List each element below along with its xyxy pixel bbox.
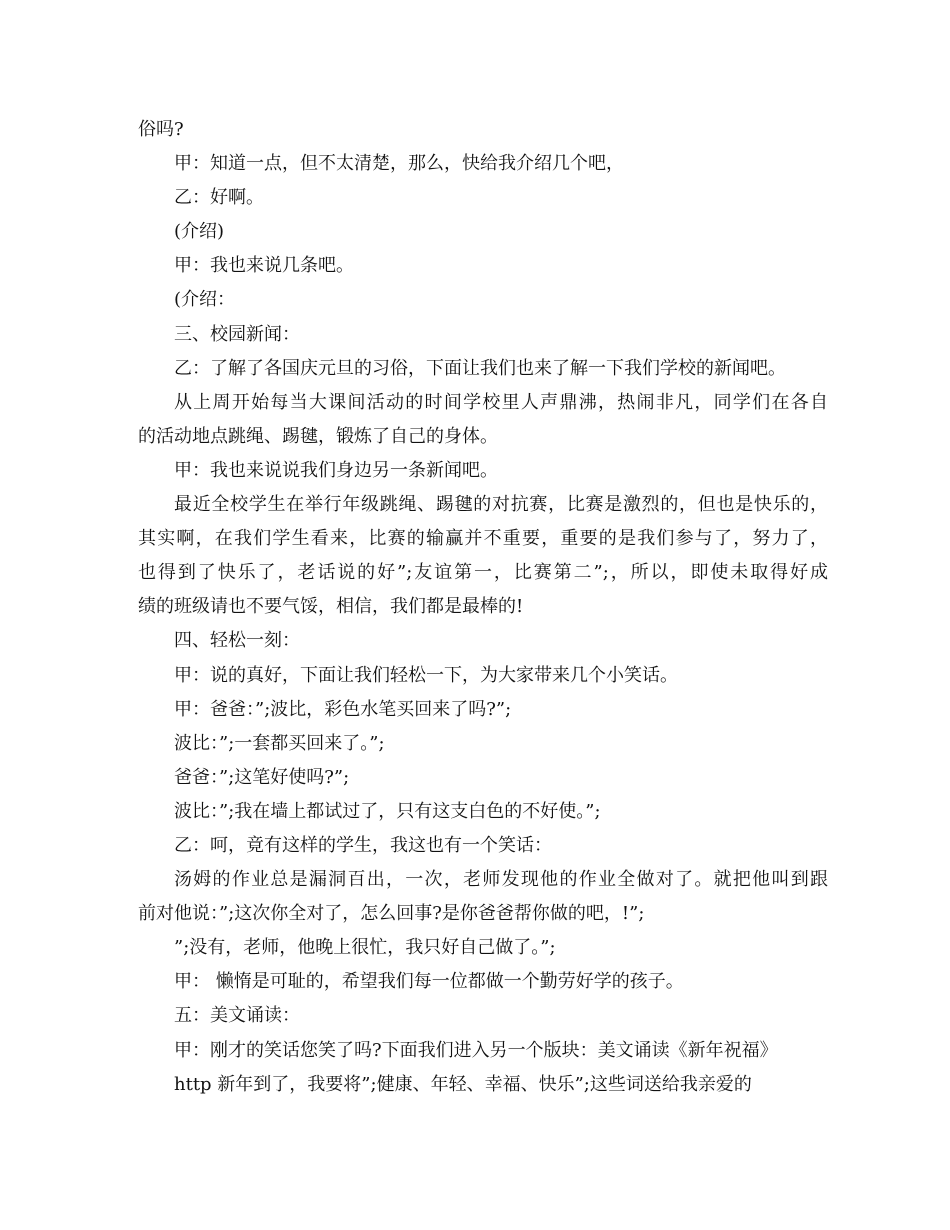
text-line: 从上周开始每当大课间活动的时间学校里人声鼎沸，热闹非凡，同学们在各自 bbox=[174, 391, 828, 413]
text-line: 波比：”;一套都买回来了。”; bbox=[174, 732, 385, 754]
section-heading: 四、轻松一刻： bbox=[174, 630, 300, 652]
text-line: 甲：知道一点，但不太清楚，那么，快给我介绍几个吧， bbox=[174, 153, 624, 175]
text-line: 俗吗? bbox=[138, 119, 184, 140]
section-heading: 五：美文诵读： bbox=[174, 1005, 300, 1027]
text-line: 乙：呵，竟有这样的学生，我这也有一个笑话： bbox=[174, 834, 552, 856]
text-line: 甲：刚才的笑话您笑了吗?下面我们进入另一个版块：美文诵读《新年祝福》 bbox=[174, 1039, 778, 1061]
text-line: 爸爸：”;这笔好使吗?”; bbox=[174, 766, 350, 788]
text-line: 甲：爸爸：”;波比，彩色水笔买回来了吗?”; bbox=[174, 698, 512, 720]
text-line: 甲：我也来说说我们身边另一条新闻吧。 bbox=[174, 459, 498, 481]
text-line: 波比：”;我在墙上都试过了，只有这支白色的不好使。”; bbox=[174, 800, 601, 822]
text-line: 也得到了快乐了，老话说的好”;友谊第一，比赛第二”;，所以，即使未取得好成 bbox=[138, 562, 828, 584]
text-line: 乙：了解了各国庆元旦的习俗，下面让我们也来了解一下我们学校的新闻吧。 bbox=[174, 357, 786, 379]
text-line: 甲： 懒惰是可耻的，希望我们每一位都做一个勤劳好学的孩子。 bbox=[174, 971, 684, 993]
text-line: 乙：好啊。 bbox=[174, 187, 264, 209]
text-line: 甲：我也来说几条吧。 bbox=[174, 255, 354, 277]
section-heading: 三、校园新闻： bbox=[174, 323, 300, 345]
text-line: 汤姆的作业总是漏洞百出，一次，老师发现他的作业全做对了。就把他叫到跟 bbox=[174, 869, 828, 891]
text-line: (介绍) bbox=[174, 221, 225, 243]
text-line: 甲：说的真好，下面让我们轻松一下，为大家带来几个小笑话。 bbox=[174, 664, 678, 686]
text-line: 其实啊，在我们学生看来，比赛的输赢并不重要，重要的是我们参与了，努力了， bbox=[138, 528, 828, 550]
text-line: 的活动地点跳绳、踢毽，锻炼了自己的身体。 bbox=[138, 425, 498, 447]
text-line: 前对他说：”;这次你全对了，怎么回事?是你爸爸帮你做的吧，!”; bbox=[138, 903, 645, 925]
document-body bbox=[138, 113, 828, 1102]
text-line: 最近全校学生在举行年级跳绳、踢毽的对抗赛，比赛是激烈的，但也是快乐的， bbox=[174, 494, 828, 516]
text-line: ”;没有，老师，他晚上很忙，我只好自己做了。”; bbox=[174, 937, 556, 959]
text-line: 绩的班级请也不要气馁，相信，我们都是最棒的! bbox=[138, 596, 524, 618]
text-line: http 新年到了，我要将”;健康、年轻、幸福、快乐”;这些词送给我亲爱的 bbox=[174, 1073, 752, 1095]
text-line: (介绍： bbox=[174, 289, 236, 311]
